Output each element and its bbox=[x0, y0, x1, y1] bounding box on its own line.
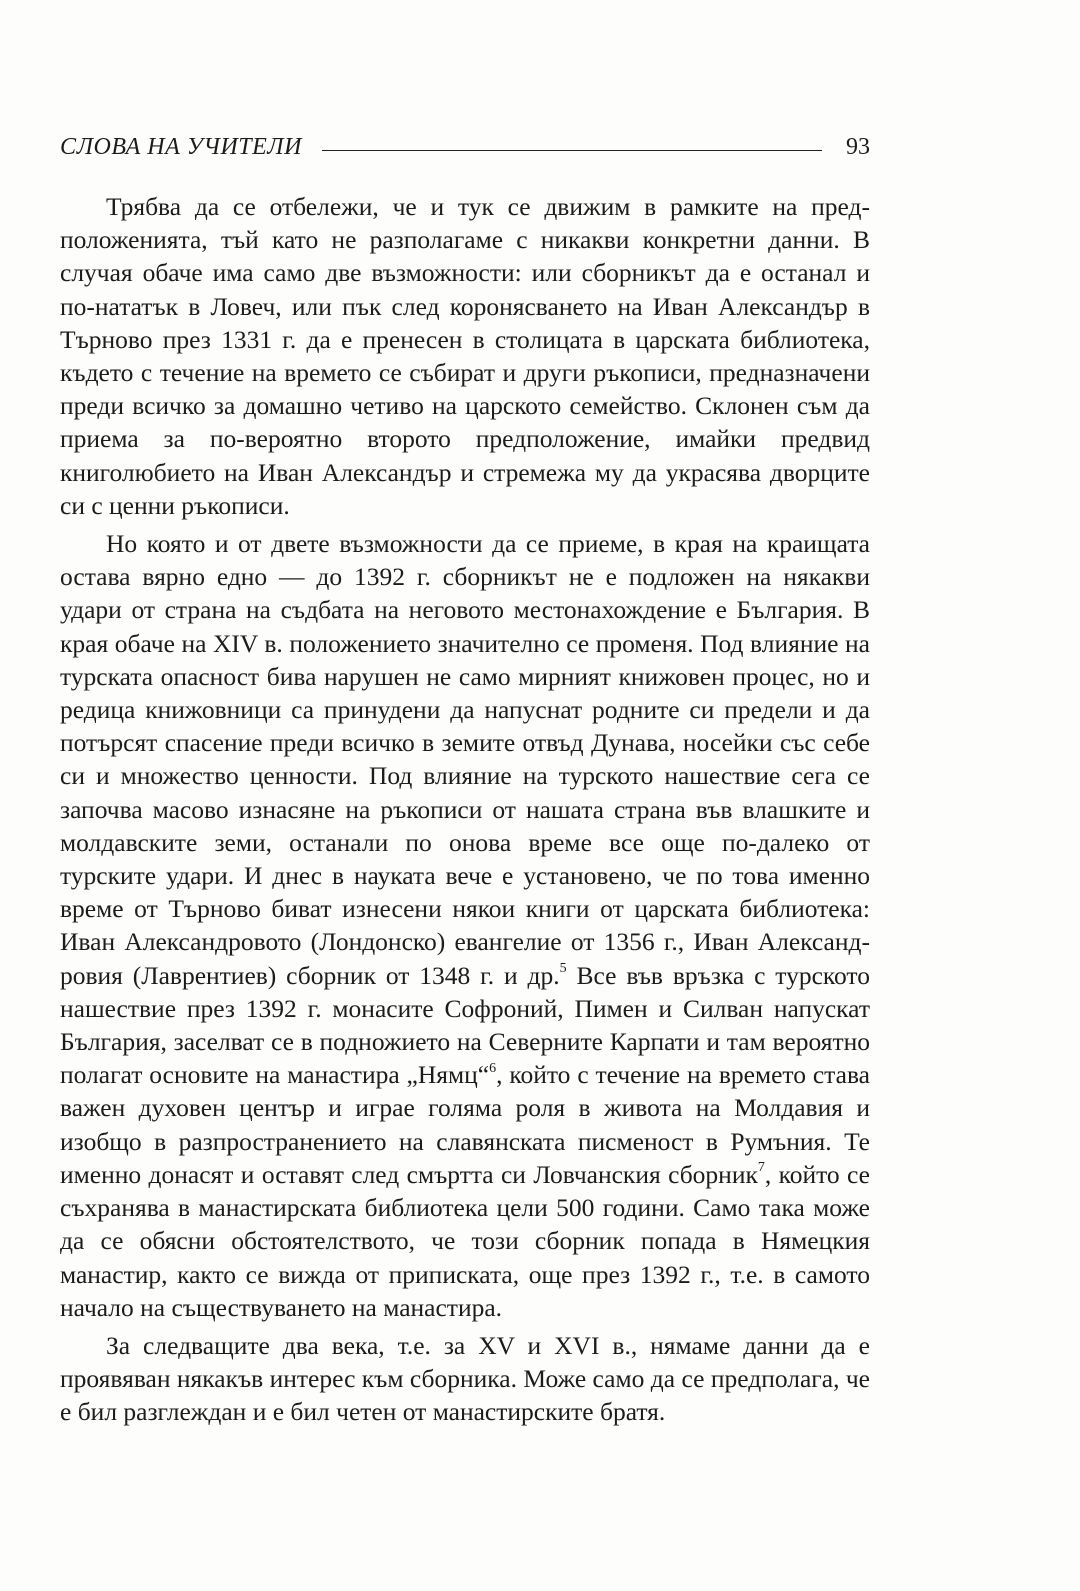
paragraph-2-part-c: , който с течение на времето става важен духовен център и играе голяма роля в живота на Молдавия и изобщо в разпространението на славянската писменост в Румъния. Те именно донасят и оставят след смъртта си Ловчанския сборник bbox=[60, 1060, 870, 1189]
running-header bbox=[60, 130, 870, 164]
header-rule bbox=[322, 150, 822, 151]
paragraph-1: Трябва да се отбележи, че и тук се движим в рамките на предположенията, тъй като не разполагаме с никакви конкретни данни. В случая обаче има само две възможности: или сборникът да е останал и по-нататък в Ловеч, или пък след коронясването на Иван Александър в Търново през 1331 г. да е пренесен в столицата в царската библиотека, където с течение на времето се събират и други ръкописи, предназначени преди всичко за домашно четиво на царското семейство. Склонен съм да приема за по-вероятно второто предположение, имайки предвид книголюбието на Иван Александър и стремежа му да украсява дворците си с ценни ръкописи. bbox=[60, 192, 870, 520]
paragraph-2-part-d: , който се съхранява в манастирската библиотека цели 500 години. Само така може да се обясни обстоятелството, че този сборник попада в Нямецкия манастир, както се вижда от приписката, още през 1392 г., т.е. в самото начало на съществуването на манастира. bbox=[60, 1159, 870, 1322]
body-text bbox=[60, 190, 870, 1429]
page-number: 93 bbox=[846, 134, 870, 160]
footnote-ref-5: 5 bbox=[559, 961, 567, 977]
paragraph-2-part-b: Все във връзка с турското нашествие през 1392 г. монасите Софроний, Пимен и Силван напускат България, заселват се в подножието на Северните Карпати и там вероятно полагат основите на манастира „Нямц“ bbox=[60, 960, 870, 1090]
section-title: СЛОВА НА УЧИТЕЛИ bbox=[60, 134, 302, 160]
paragraph-3: За следващите два века, т.е. за XV и XVI в., нямаме данни да е проявяван някакъв интерес към сборника. Може само да се предполага, че е бил разглеждан и е бил четен от манастирските братя. bbox=[60, 1330, 870, 1427]
footnote-ref-6: 6 bbox=[489, 1060, 497, 1076]
paragraph-2-part-a: Но която и от двете възможности да се приеме, в края на краищата остава вярно едно — до 1392 г. сборникът не е подложен на някакви удари от страна на съдбата на неговото местонахождение е България. В края обаче на XIV в. положението значително се променя. Под влияние на турската опасност бива нарушен не само мирният книжовен процес, но и редица книжовници са принудени да напуснат родните си предели и да потърсят спасение преди всичко в земите отвъд Дунава, носейки със себе си и множество ценности. Под влияние на турското нашествие сега се започва масово изнасяне на ръкописи от нашата страна във влашките и молдавските земи, останали по онова време все още по-далеко от турските удари. И днес в науката вече е установено, че по това именно време от Търново биват изнесени някои книги от царската библиотека: Иван Александровото (Лондонско) евангелие от 1356 г., Иван Александровия (Лаврентиев) сборник от 1348 г. и др. bbox=[60, 529, 870, 990]
paragraph-2 bbox=[60, 527, 870, 1324]
footnote-ref-7: 7 bbox=[757, 1160, 765, 1176]
